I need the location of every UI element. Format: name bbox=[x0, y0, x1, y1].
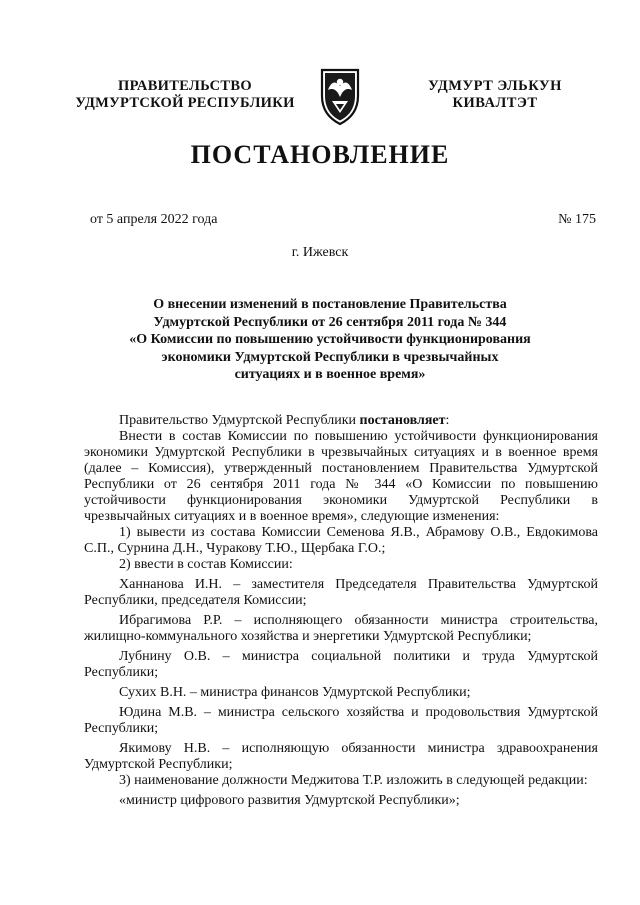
header-right-line2: КИВАЛТЭТ bbox=[452, 95, 538, 111]
intro-suffix: : bbox=[445, 413, 450, 428]
subject-line: ситуациях и в военное время» bbox=[234, 367, 426, 382]
body-paragraph: Ханнанова И.Н. – заместителя Председателя Правительства Удмуртской Республики, председателя Комиссии; bbox=[84, 577, 598, 608]
document-subject bbox=[100, 296, 560, 384]
document-city: г. Ижевск bbox=[291, 245, 349, 260]
header-left-line1: ПРАВИТЕЛЬСТВО bbox=[118, 78, 252, 94]
intro-paragraph bbox=[84, 413, 598, 429]
coat-of-arms-icon bbox=[318, 66, 362, 126]
body-paragraph: 1) вывести из состава Комиссии Семенова Я.В., Абрамову О.В., Евдокимова С.П., Сурнина Д.Н., Чуракову Т.Ю., Щербака Г.О.; bbox=[84, 525, 598, 556]
subject-line: «О Комиссии по повышению устойчивости функционирования bbox=[129, 332, 531, 347]
body-paragraph: Внести в состав Комиссии по повышению устойчивости функционирования экономики Удмуртской Республики в чрезвычайных ситуациях и в военное время (далее – Комиссия), утвержденный постановлением Правительства Удмуртской Республики от 26 сентября 2011 года № 344 «О Комиссии по повышению устойчивости функционирования экономики Удмуртской Республики в чрезвычайных ситуациях и в военное время», следующие изменения: bbox=[84, 429, 598, 524]
subject-line: О внесении изменений в постановление Правительства bbox=[153, 297, 507, 312]
intro-prefix: Правительство Удмуртской Республики bbox=[119, 413, 360, 428]
document-number: № 175 bbox=[558, 212, 596, 227]
body-paragraph: «министр цифрового развития Удмуртской Республики»; bbox=[119, 793, 460, 808]
document-title: ПОСТАНОВЛЕНИЕ bbox=[190, 140, 450, 169]
document-body bbox=[84, 413, 598, 809]
header-right-line1: УДМУРТ ЭЛЬКУН bbox=[428, 78, 562, 94]
body-paragraph: Якимову Н.В. – исполняющую обязанности министра здравоохранения Удмуртской Республики; bbox=[84, 741, 598, 772]
subject-line: Удмуртской Республики от 26 сентября 2011 года № 344 bbox=[153, 314, 507, 330]
header-left bbox=[60, 78, 310, 112]
body-paragraph: Сухих В.Н. – министра финансов Удмуртской Республики; bbox=[119, 685, 471, 700]
subject-line: экономики Удмуртской Республики в чрезвычайных bbox=[161, 349, 499, 365]
header-right bbox=[395, 78, 595, 112]
body-paragraph: Ибрагимова Р.Р. – исполняющего обязанности министра строительства, жилищно-коммунального хозяйства и энергетики Удмуртской Республики; bbox=[84, 613, 598, 644]
document-date: от 5 апреля 2022 года bbox=[90, 212, 218, 227]
body-paragraph: Лубнину О.В. – министра социальной политики и труда Удмуртской Республики; bbox=[84, 649, 598, 680]
body-paragraph: Юдина М.В. – министра сельского хозяйства и продовольствия Удмуртской Республики; bbox=[84, 705, 598, 736]
header-left-line2: УДМУРТСКОЙ РЕСПУБЛИКИ bbox=[75, 95, 295, 111]
body-paragraph: 3) наименование должности Меджитова Т.Р. изложить в следующей редакции: bbox=[119, 773, 588, 788]
intro-keyword: постановляет bbox=[359, 413, 446, 428]
body-paragraph: 2) ввести в состав Комиссии: bbox=[119, 557, 293, 572]
